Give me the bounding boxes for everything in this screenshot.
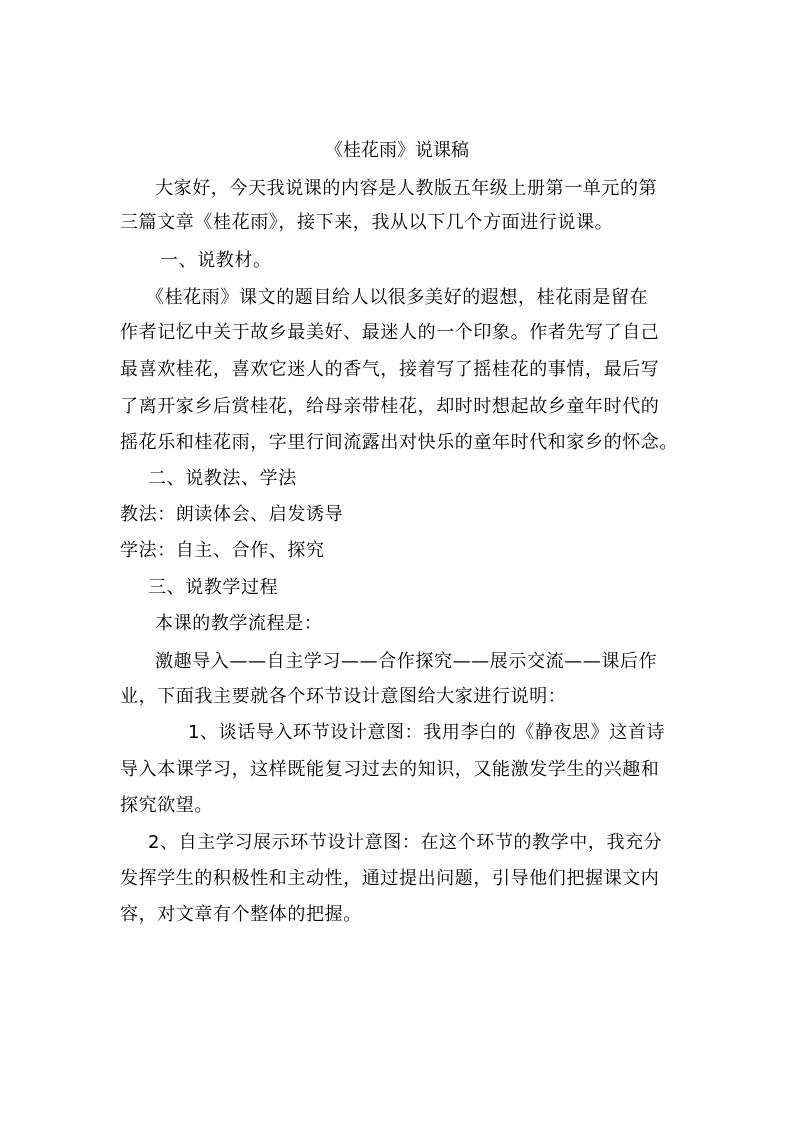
paragraph-line: 三篇文章《桂花雨》，接下来，我从以下几个方面进行说课。 [120, 212, 614, 233]
paragraph-line: 1、谈话导入环节设计意图：我用李白的《静夜思》这首诗 [188, 722, 666, 743]
paragraph-line: 2、自主学习展示环节设计意图：在这个环节的教学中，我充分 [148, 832, 663, 853]
paragraph-line: 作者记忆中关于故乡最美好、最迷人的一个印象。作者先写了自己 [120, 322, 660, 343]
paragraph-line: 导入本课学习，这样既能复习过去的知识，又能激发学生的兴趣和 [120, 759, 660, 780]
section-heading: 二、说教法、学法 [148, 468, 297, 489]
paragraph-line: 探究欲望。 [120, 795, 213, 816]
paragraph-line: 《桂花雨》课文的题目给人以很多美好的遐想，桂花雨是留在 [146, 287, 649, 308]
paragraph-line: 发挥学生的积极性和主动性，通过提出问题，引导他们把握课文内 [120, 868, 660, 889]
paragraph-line: 本课的教学流程是： [155, 613, 323, 634]
paragraph-line: 激趣导入——自主学习——合作探究——展示交流——课后作 [155, 651, 658, 672]
section-heading: 一、说教材。 [160, 250, 272, 271]
paragraph-line: 摇花乐和桂花雨，字里行间流露出对快乐的童年时代和家乡的怀念。 [120, 432, 678, 453]
paragraph-line: 最喜欢桂花，喜欢它迷人的香气，接着写了摇桂花的事情，最后写 [120, 359, 660, 380]
paragraph-line: 大家好，今天我说课的内容是人教版五年级上册第一单元的第 [155, 178, 658, 199]
section-heading: 三、说教学过程 [148, 577, 279, 598]
paragraph-line: 业，下面我主要就各个环节设计意图给大家进行说明： [120, 686, 567, 707]
paragraph-line: 学法：自主、合作、探究 [120, 540, 325, 561]
paragraph-line: 教法：朗读体会、启发诱导 [120, 504, 344, 525]
paragraph-line: 了离开家乡后赏桂花，给母亲带桂花，却时时想起故乡童年时代的 [120, 396, 660, 417]
document-title: 《桂花雨》说课稿 [325, 140, 469, 161]
paragraph-line: 容，对文章有个整体的把握。 [120, 904, 362, 925]
